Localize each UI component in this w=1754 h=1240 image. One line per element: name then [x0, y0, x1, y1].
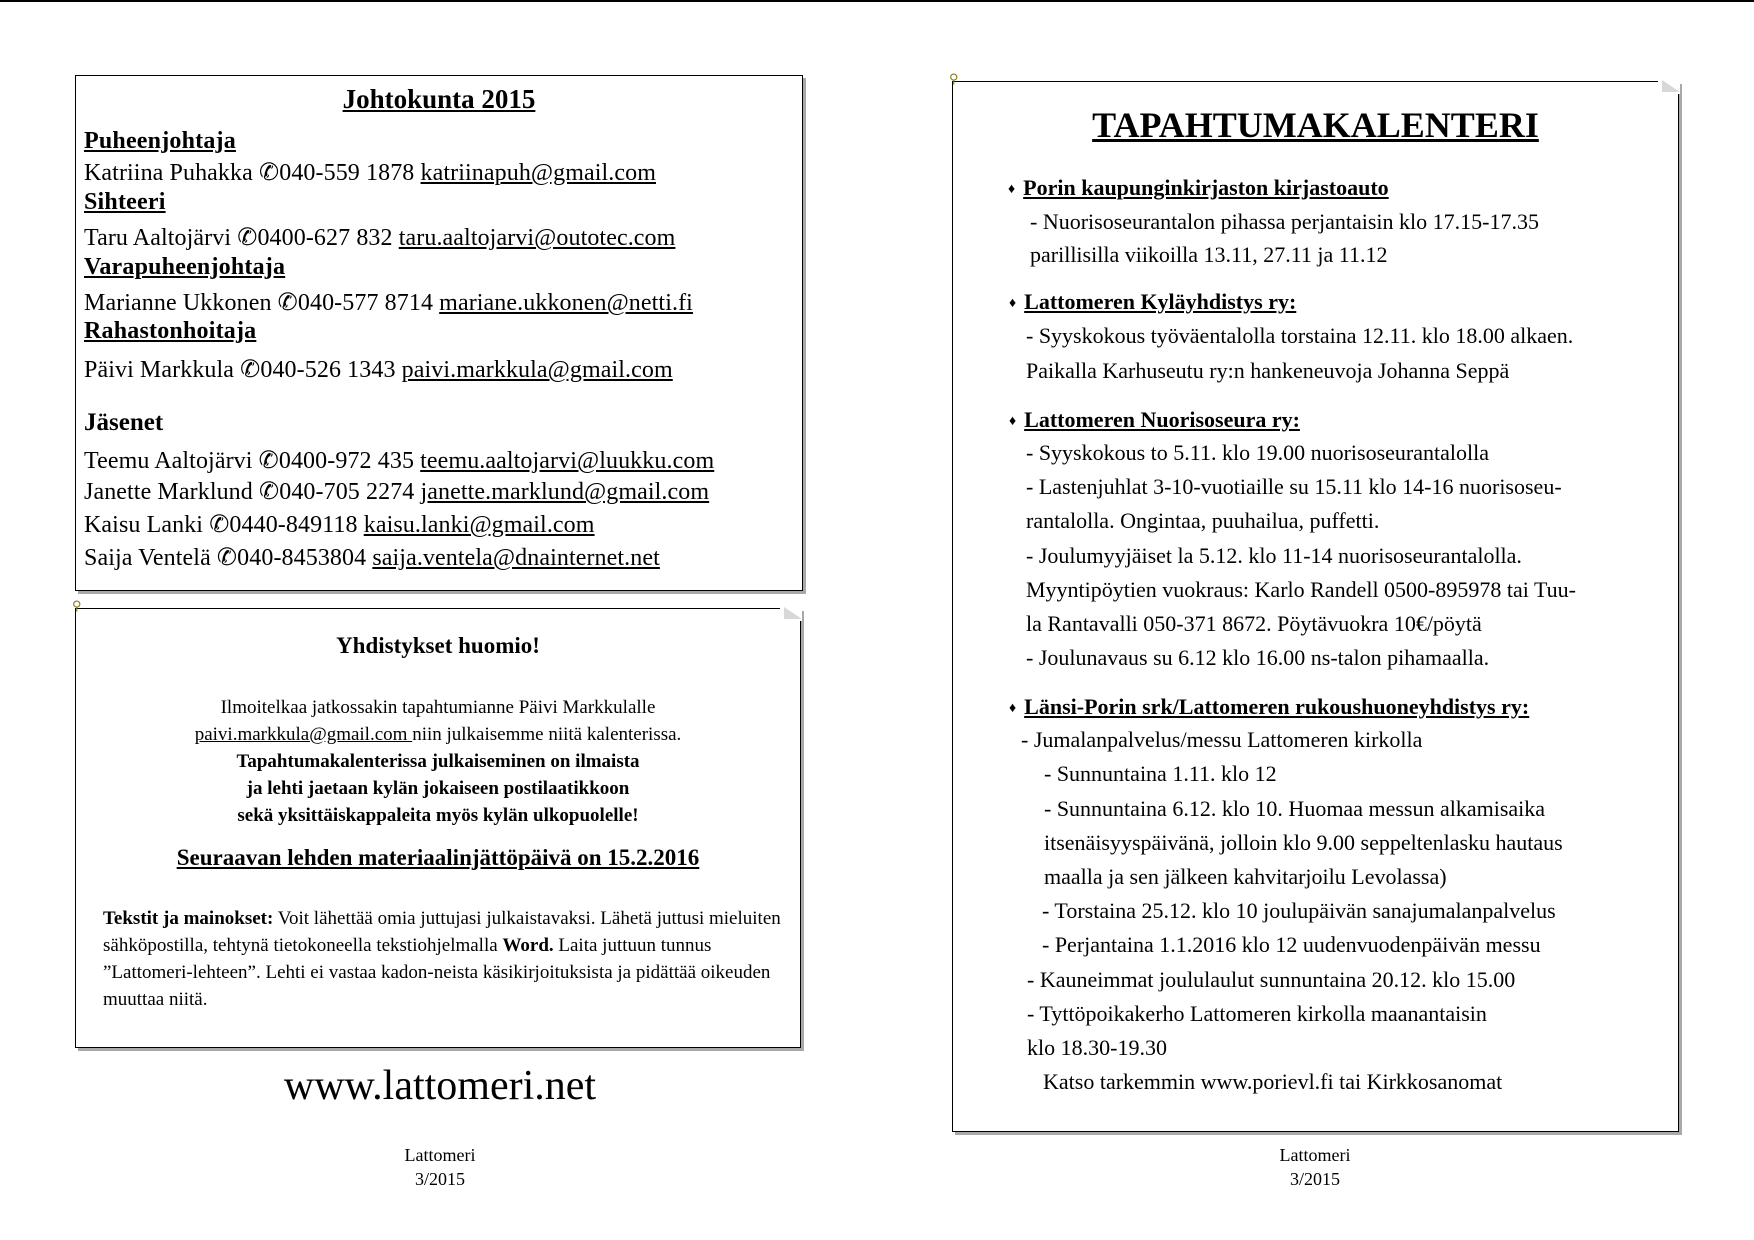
footer-issue: 3/2015 — [414, 1169, 465, 1189]
notice-bold-line: ja lehti jaetaan kylän jokaiseen postilaatikkoon — [246, 778, 630, 799]
person-name: Katriina Puhakka — [84, 160, 259, 186]
event-line: rantalolla. Ongintaa, puuhailua, puffetti. — [1026, 508, 1380, 533]
deadline-heading: Seuraavan lehden materiaalinjättöpäivä on 15.2.2016 — [176, 845, 700, 870]
event-line: - Syyskokous työväentalolla torstaina 12.11. klo 18.00 alkaen. — [1026, 323, 1574, 348]
person-name: Marianne Ukkonen — [84, 290, 278, 316]
notice-bold-line: Tapahtumakalenterissa julkaiseminen on ilmaista — [236, 751, 640, 772]
notice-line-text: niin julkaisemme niitä kalenterissa. — [412, 724, 682, 745]
event-line: maalla ja sen jälkeen kahvitarjoilu Levolassa) — [1044, 864, 1447, 889]
event-line: - Lastenjuhlat 3-10-vuotiaille su 15.11 klo 14-16 nuorisoseu- — [1026, 474, 1562, 499]
notice-line: Ilmoitelkaa jatkossakin tapahtumianne Päivi Markkulalle — [220, 697, 656, 718]
phone-icon: ✆ — [258, 448, 279, 474]
event-line: - Jumalanpalvelus/messu Lattomeren kirkolla — [1021, 727, 1423, 752]
section-title: Lattomeren Nuorisoseura ry: — [1024, 407, 1300, 432]
member-row — [84, 446, 714, 475]
event-line: - Joulumyyjäiset la 5.12. klo 11-14 nuorisoseurantalolla. — [1026, 543, 1522, 568]
member-phone: 0440-849118 — [229, 512, 364, 538]
pushpin-icon: ⚲ — [949, 71, 959, 86]
email-link[interactable]: kaisu.lanki@gmail.com — [363, 512, 595, 538]
calendar-heading: TAPAHTUMAKALENTERI — [1092, 105, 1539, 145]
phone-icon: ✆ — [237, 225, 258, 251]
footer-name: Lattomeri — [404, 1145, 476, 1165]
event-line: - Perjantaina 1.1.2016 klo 12 uudenvuodenpäivän messu — [1042, 932, 1541, 957]
notice-bold-line: sekä yksittäiskappaleita myös kylän ulkopuolelle! — [237, 805, 639, 826]
board-title: Johtokunta 2015 — [342, 84, 536, 114]
event-line: la Rantavalli 050-371 8672. Pöytävuokra 10€/pöytä — [1026, 611, 1482, 636]
member-name: Saija Ventelä — [84, 545, 217, 571]
email-link[interactable]: paivi.markkula@gmail.com — [401, 357, 673, 383]
email-link[interactable]: katriinapuh@gmail.com — [420, 160, 656, 186]
phone-icon: ✆ — [259, 479, 280, 505]
person-phone: 040-526 1343 — [260, 357, 402, 383]
section-heading — [1009, 289, 1296, 315]
person-phone: 040-577 8714 — [297, 290, 440, 316]
member-name: Kaisu Lanki — [84, 512, 210, 538]
event-line: - Sunnuntaina 6.12. klo 10. Huomaa messun alkamisaika — [1044, 796, 1546, 821]
footer-issue: 3/2015 — [1289, 1169, 1340, 1189]
footer-name: Lattomeri — [1279, 1145, 1351, 1165]
phone-icon: ✆ — [240, 357, 261, 383]
event-line: itsenäisyyspäivänä, jolloin klo 9.00 seppeltenlasku hautaus — [1044, 830, 1563, 855]
person-phone: 040-559 1878 — [279, 160, 421, 186]
person-name: Taru Aaltojärvi — [84, 225, 238, 251]
role-vice-chair: Varapuheenjohtaja — [84, 254, 286, 280]
diamond-bullet-icon: ♦ — [1008, 182, 1016, 197]
members-heading: Jäsenet — [84, 409, 164, 436]
email-link[interactable]: saija.ventela@dnainternet.net — [372, 545, 660, 571]
member-phone: 040-8453804 — [237, 545, 373, 571]
section-heading — [1009, 694, 1529, 720]
person-row — [84, 288, 693, 317]
member-name: Teemu Aaltojärvi — [84, 448, 259, 474]
email-link[interactable]: mariane.ukkonen@netti.fi — [439, 290, 693, 316]
member-row — [84, 543, 660, 572]
pushpin-icon: ⚲ — [72, 598, 82, 613]
board-box — [75, 75, 803, 591]
submission-label: Tekstit ja mainokset: — [103, 908, 274, 929]
submission-info — [103, 905, 783, 1013]
submission-text: Laita juttuun tunnus ”Lattomeri-lehteen”. Lehti ei vastaa kadon-neista käsikirjoituksista ja pidättää oikeuden muuttaa niitä. — [103, 935, 771, 1010]
phone-icon: ✆ — [209, 512, 230, 538]
page-curl-icon — [1662, 80, 1680, 92]
section-title: Länsi-Porin srk/Lattomeren rukoushuoneyhdistys ry: — [1024, 694, 1530, 719]
footer-left — [340, 1143, 540, 1191]
notice-box — [72, 598, 801, 1048]
member-name: Janette Marklund — [84, 479, 259, 505]
section-heading — [1008, 175, 1389, 201]
person-row — [84, 223, 675, 252]
phone-icon: ✆ — [277, 290, 298, 316]
footer-right — [1215, 1143, 1415, 1191]
member-row — [84, 477, 709, 506]
member-phone: 040-705 2274 — [279, 479, 421, 505]
section-title: Lattomeren Kyläyhdistys ry: — [1024, 289, 1297, 314]
role-treasurer: Rahastonhoitaja — [84, 318, 257, 344]
notice-body — [76, 694, 800, 829]
event-line: - Tyttöpoikakerho Lattomeren kirkolla maanantaisin — [1027, 1001, 1487, 1026]
person-row — [84, 158, 656, 187]
member-row — [84, 510, 595, 539]
event-line: parillisilla viikoilla 13.11, 27.11 ja 11.12 — [1030, 242, 1388, 267]
diamond-bullet-icon: ♦ — [1009, 701, 1017, 716]
email-link[interactable]: taru.aaltojarvi@outotec.com — [398, 225, 676, 251]
role-secretary: Sihteeri — [84, 189, 166, 215]
page-curl-icon — [784, 607, 802, 619]
event-line: Katso tarkemmin www.porievl.fi tai Kirkkosanomat — [1043, 1069, 1503, 1094]
page-top-rule — [0, 0, 1754, 2]
role-chair: Puheenjohtaja — [84, 128, 236, 154]
phone-icon: ✆ — [216, 545, 238, 571]
event-line: klo 18.30-19.30 — [1027, 1035, 1167, 1060]
website-link[interactable]: www.lattomeri.net — [283, 1063, 597, 1109]
diamond-bullet-icon: ♦ — [1009, 296, 1017, 311]
phone-icon: ✆ — [259, 160, 280, 186]
email-link[interactable]: paivi.markkula@gmail.com — [194, 724, 413, 745]
event-line: - Syyskokous to 5.11. klo 19.00 nuorisoseurantalolla — [1026, 440, 1489, 465]
event-line: - Torstaina 25.12. klo 10 joulupäivän sanajumalanpalvelus — [1042, 898, 1556, 923]
event-line: - Sunnuntaina 1.11. klo 12 — [1044, 761, 1277, 786]
event-line: - Nuorisoseurantalon pihassa perjantaisin klo 17.15-17.35 — [1030, 209, 1539, 234]
person-phone: 0400-627 832 — [257, 225, 399, 251]
diamond-bullet-icon: ♦ — [1009, 414, 1017, 429]
person-name: Päivi Markkula — [84, 357, 241, 383]
event-line: Paikalla Karhuseutu ry:n hankeneuvoja Johanna Seppä — [1026, 358, 1510, 383]
member-phone: 0400-972 435 — [278, 448, 421, 474]
calendar-box — [949, 71, 1679, 1132]
submission-text: Voit lähettää omia juttujasi julkaistavaksi. Lähetä juttusi mieluiten sähköpostilla, tehtynä tietokoneella tekstiohjelmalla — [103, 908, 781, 956]
notice-heading: Yhdistykset huomio! — [336, 633, 540, 658]
email-link[interactable]: teemu.aaltojarvi@luukku.com — [420, 448, 715, 474]
event-line: - Kauneimmat joululaulut sunnuntaina 20.12. klo 15.00 — [1027, 967, 1516, 992]
submission-word: Word. — [502, 935, 554, 956]
notice-line — [76, 721, 800, 748]
event-line: Myyntipöytien vuokraus: Karlo Randell 0500-895978 tai Tuu- — [1026, 577, 1576, 602]
email-link[interactable]: janette.marklund@gmail.com — [420, 479, 710, 505]
person-row — [84, 355, 673, 384]
event-line: - Joulunavaus su 6.12 klo 16.00 ns-talon pihamaalla. — [1026, 645, 1490, 670]
section-heading — [1009, 407, 1300, 433]
section-title: Porin kaupunginkirjaston kirjastoauto — [1023, 175, 1389, 200]
